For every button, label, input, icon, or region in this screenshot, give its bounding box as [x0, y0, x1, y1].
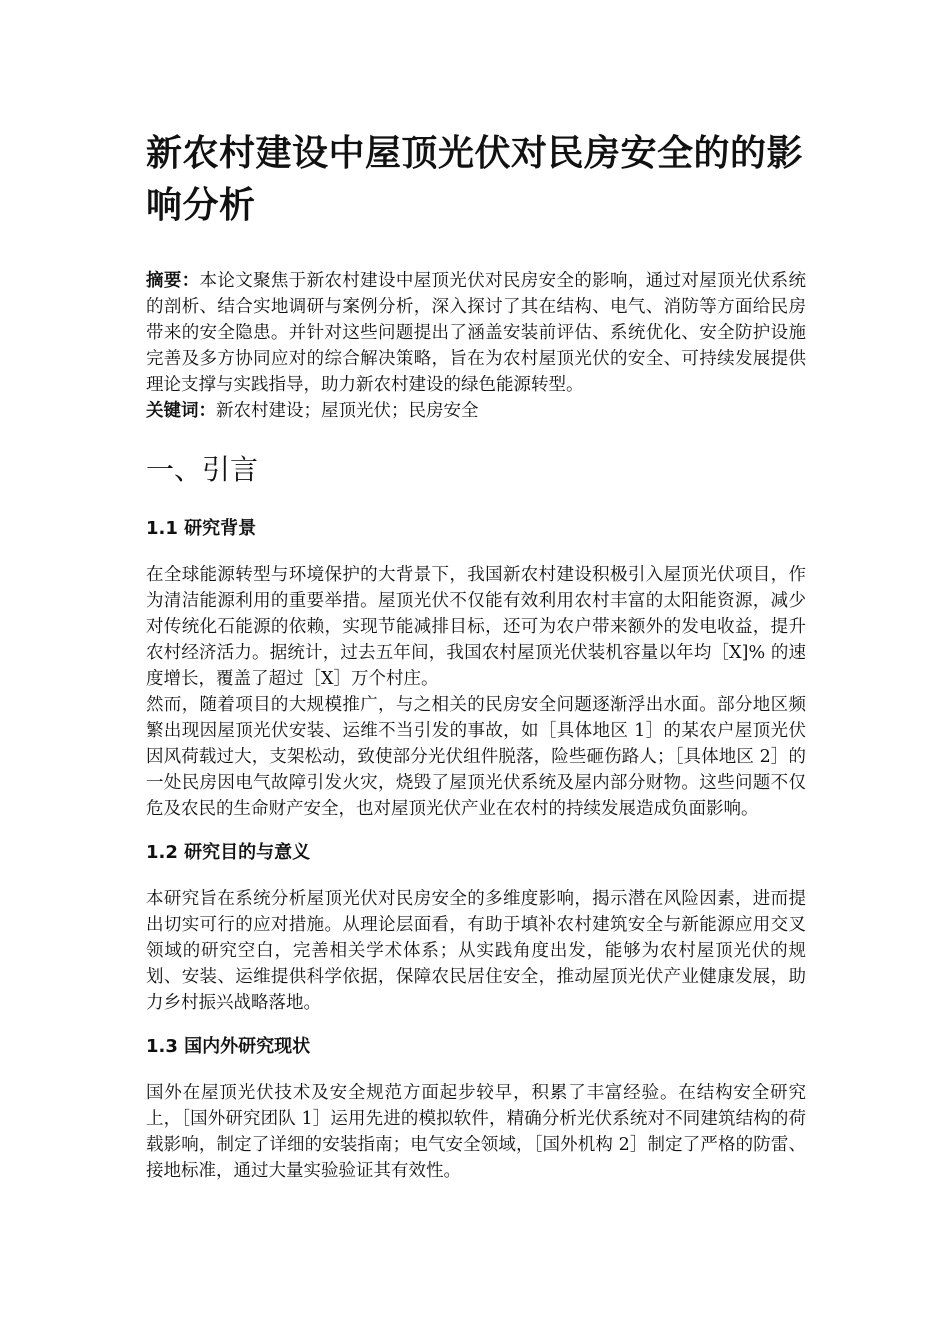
keywords-text: 新农村建设；屋顶光伏；民房安全: [216, 401, 479, 421]
subsection-heading: 1.1 研究背景: [146, 518, 257, 539]
subsection-purpose: [146, 840, 806, 1016]
paper-title: 新农村建设中屋顶光伏对民房安全的的影响分析: [146, 133, 804, 226]
paragraph: 在全球能源转型与环境保护的大背景下，我国新农村建设积极引入屋顶光伏项目，作为清洁能源利用的重要举措。屋顶光伏不仅能有效利用农村丰富的太阳能资源，减少对传统化石能源的依赖，实现节能减排目标，还可为农户带来额外的发电收益，提升农村经济活力。据统计，过去五年间，我国农村屋顶光伏装机容量以年均［X]% 的速度增长，覆盖了超过［X］万个村庄。: [146, 565, 806, 689]
abstract-label: 摘要：: [146, 271, 200, 291]
document-page: [146, 128, 806, 1202]
paragraph: 国外在屋顶光伏技术及安全规范方面起步较早，积累了丰富经验。在结构安全研究上，［国外研究团队 1］运用先进的模拟软件，精确分析光伏系统对不同建筑结构的荷载影响，制定了详细的安装指南；电气安全领域，［国外机构 2］制定了严格的防雷、接地标准，通过大量实验验证其有效性。: [146, 1083, 806, 1181]
paragraph: 本研究旨在系统分析屋顶光伏对民房安全的多维度影响，揭示潜在风险因素，进而提出切实可行的应对措施。从理论层面看，有助于填补农村建筑安全与新能源应用交叉领域的研究空白，完善相关学术体系；从实践角度出发，能够为农村屋顶光伏的规划、安装、运维提供科学依据，保障农民居住安全，推动屋顶光伏产业健康发展，助力乡村振兴战略落地。: [146, 889, 806, 1013]
subsection-heading: 1.3 国内外研究现状: [146, 1036, 311, 1057]
abstract: [146, 268, 806, 398]
subsection-literature: [146, 1034, 806, 1184]
abstract-text: 本论文聚焦于新农村建设中屋顶光伏对民房安全的影响，通过对屋顶光伏系统的剖析、结合实地调研与案例分析，深入探讨了其在结构、电气、消防等方面给民房带来的安全隐患。并针对这些问题提出了涵盖安装前评估、系统优化、安全防护设施完善及多方协同应对的综合解决策略，旨在为农村屋顶光伏的安全、可持续发展提供理论支撑与实践指导，助力新农村建设的绿色能源转型。: [146, 271, 807, 395]
section-heading-introduction: 一、引言: [146, 453, 259, 486]
keywords: [146, 398, 806, 424]
subsection-background: [146, 516, 806, 822]
subsection-heading: 1.2 研究目的与意义: [146, 842, 311, 863]
keywords-label: 关键词：: [146, 401, 216, 421]
paragraph: 然而，随着项目的大规模推广，与之相关的民房安全问题逐渐浮出水面。部分地区频繁出现因屋顶光伏安装、运维不当引发的事故，如［具体地区 1］的某农户屋顶光伏因风荷载过大，支架松动，致使部分光伏组件脱落，险些砸伤路人；［具体地区 2］的一处民房因电气故障引发火灾，烧毁了屋顶光伏系统及屋内部分财物。这些问题不仅危及农民的生命财产安全，也对屋顶光伏产业在农村的持续发展造成负面影响。: [146, 695, 806, 819]
